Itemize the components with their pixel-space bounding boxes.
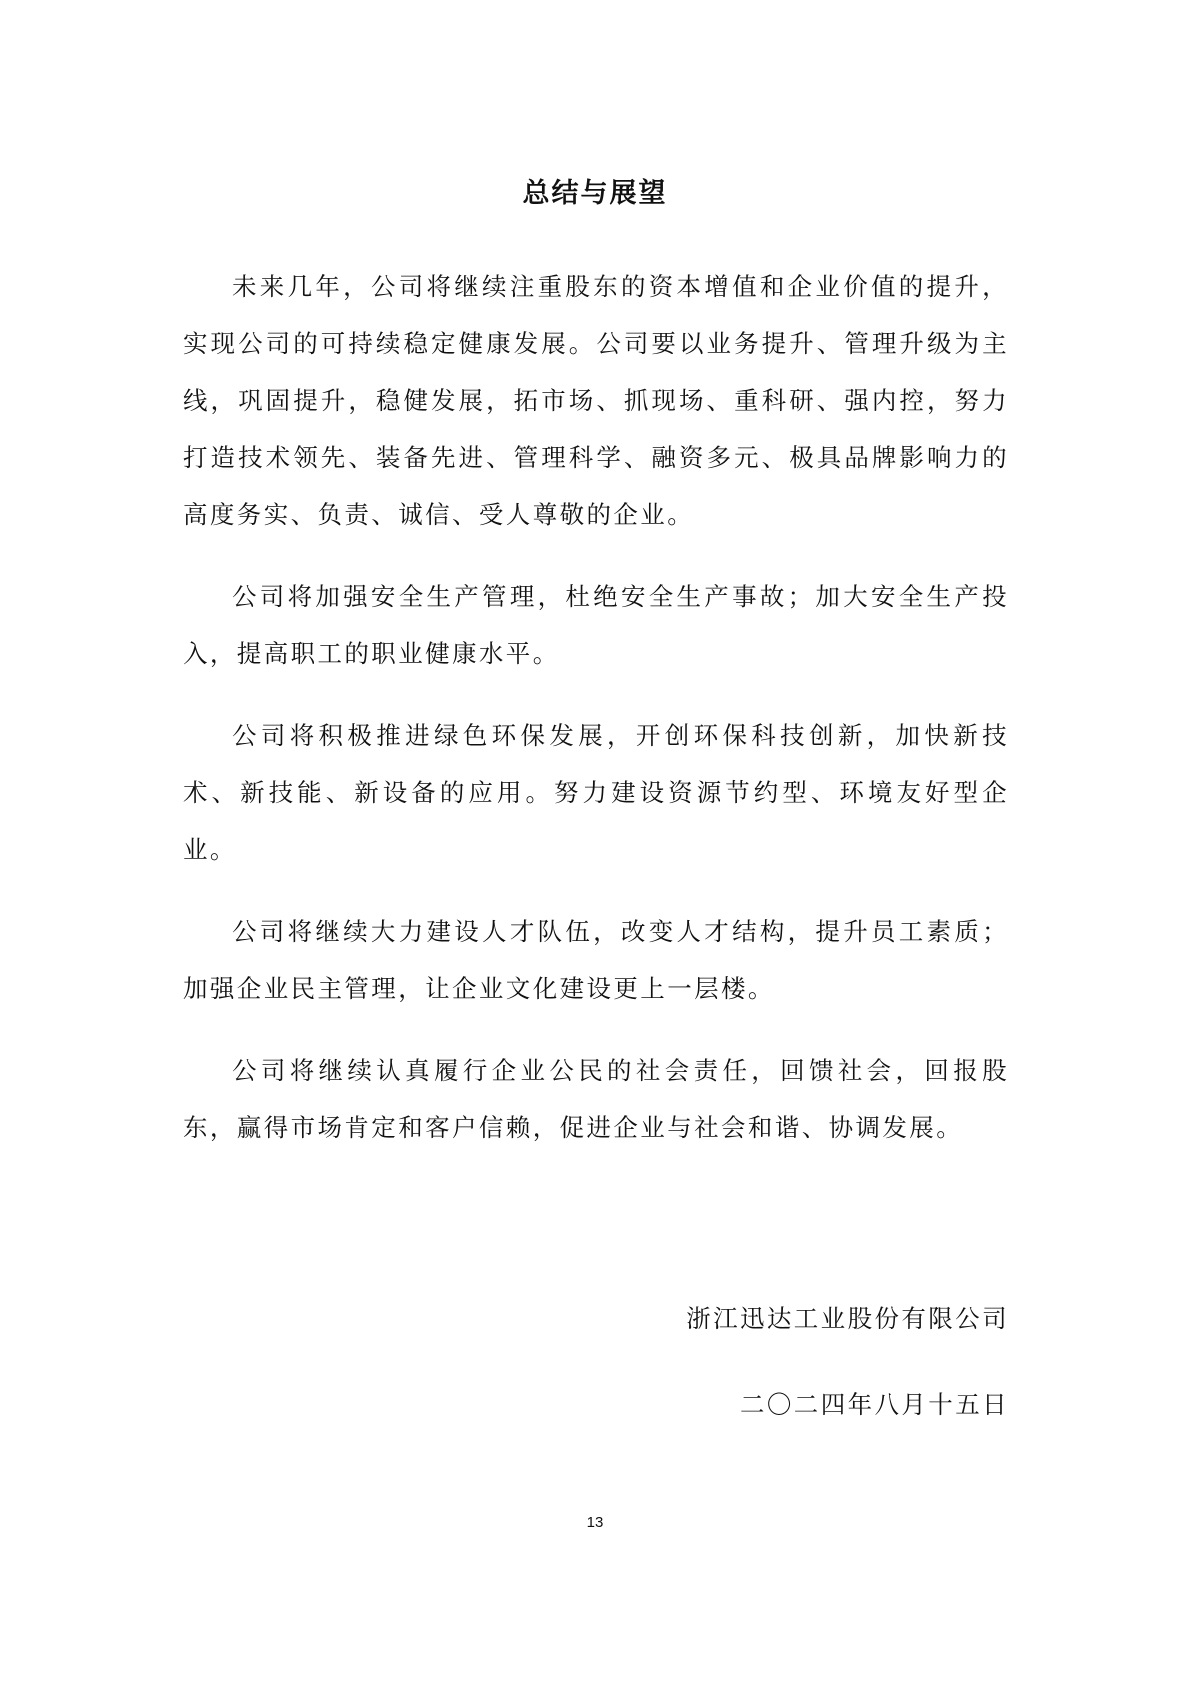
signature-company: 浙江迅达工业股份有限公司 xyxy=(686,1304,1009,1333)
document-body xyxy=(183,258,1009,1181)
paragraph-talent: 公司将继续大力建设人才队伍，改变人才结构，提升员工素质；加强企业民主管理，让企业文化建设更上一层楼。 xyxy=(183,917,1009,1003)
paragraph-safety: 公司将加强安全生产管理，杜绝安全生产事故；加大安全生产投入，提高职工的职业健康水平。 xyxy=(183,582,1009,668)
page-title: 总结与展望 xyxy=(522,178,668,209)
paragraph-outlook: 未来几年，公司将继续注重股东的资本增值和企业价值的提升，实现公司的可持续稳定健康发展。公司要以业务提升、管理升级为主线，巩固提升，稳健发展，拓市场、抓现场、重科研、强内控，努力打造技术领先、装备先进、管理科学、融资多元、极具品牌影响力的高度务实、负责、诚信、受人尊敬的企业。 xyxy=(183,272,1009,529)
signature-date: 二〇二四年八月十五日 xyxy=(740,1390,1009,1419)
paragraph-environment: 公司将积极推进绿色环保发展，开创环保科技创新，加快新技术、新技能、新设备的应用。努力建设资源节约型、环境友好型企业。 xyxy=(183,721,1009,864)
paragraph-responsibility: 公司将继续认真履行企业公民的社会责任，回馈社会，回报股东，赢得市场肯定和客户信赖，促进企业与社会和谐、协调发展。 xyxy=(183,1056,1009,1142)
page-number: 13 xyxy=(586,1514,604,1531)
